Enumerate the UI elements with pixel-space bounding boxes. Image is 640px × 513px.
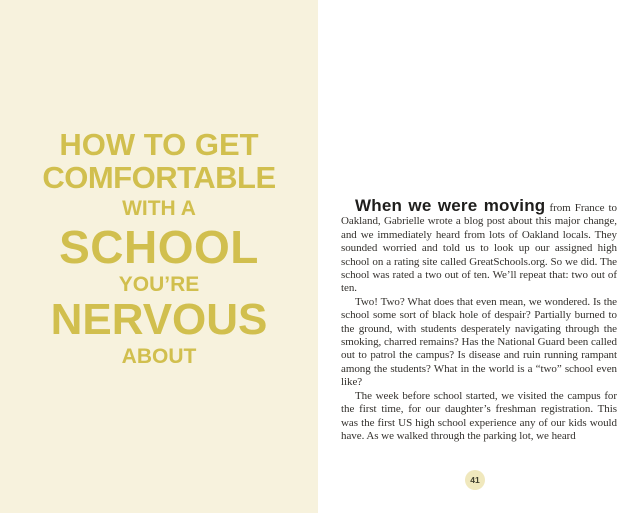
page-number: 41 [470,475,480,485]
left-page [0,0,318,513]
chapter-title-line: ABOUT [121,345,197,368]
chapter-title-line: WITH A [122,197,196,220]
chapter-title-line: COMFORTABLE [42,160,276,195]
page-number-badge [465,470,485,490]
opening-phrase: When we were moving [355,196,546,215]
chapter-body [341,196,617,443]
chapter-title-line: HOW TO GET [59,127,259,162]
paragraph: The week before school started, we visited the campus for the first time, for our daughter’s freshman registration. This was the first US high school experience any of our kids would have. As we walked through the parking lot, we heard [341,389,617,442]
chapter-title [0,128,318,372]
chapter-title-line: YOU’RE [118,273,200,296]
paragraph [341,196,617,296]
paragraph: Two! Two? What does that even mean, we wondered. Is the school some sort of black hole of despair? Partially burned to the ground, with students desperately navigating through the smoking, charred remains? Has the National Guard been called out to patrol the campus? Is disease and ruin running rampant among the students? What in the world is a “two” school even like? [341,295,617,389]
right-page [318,0,640,513]
chapter-title-line: NERVOUS [50,295,268,344]
chapter-title-line: SCHOOL [59,221,259,273]
paragraph-text: from France to Oakland, Gabrielle wrote a blog post about this major change, and we immediately heard from lots of Oakland locals. They sounded worried and told us to look up our assigned high school on a rating site called GreatSchools.org. So we did. The school was rated a two out of ten. We’ll repeat that: two out of ten. [341,202,617,295]
